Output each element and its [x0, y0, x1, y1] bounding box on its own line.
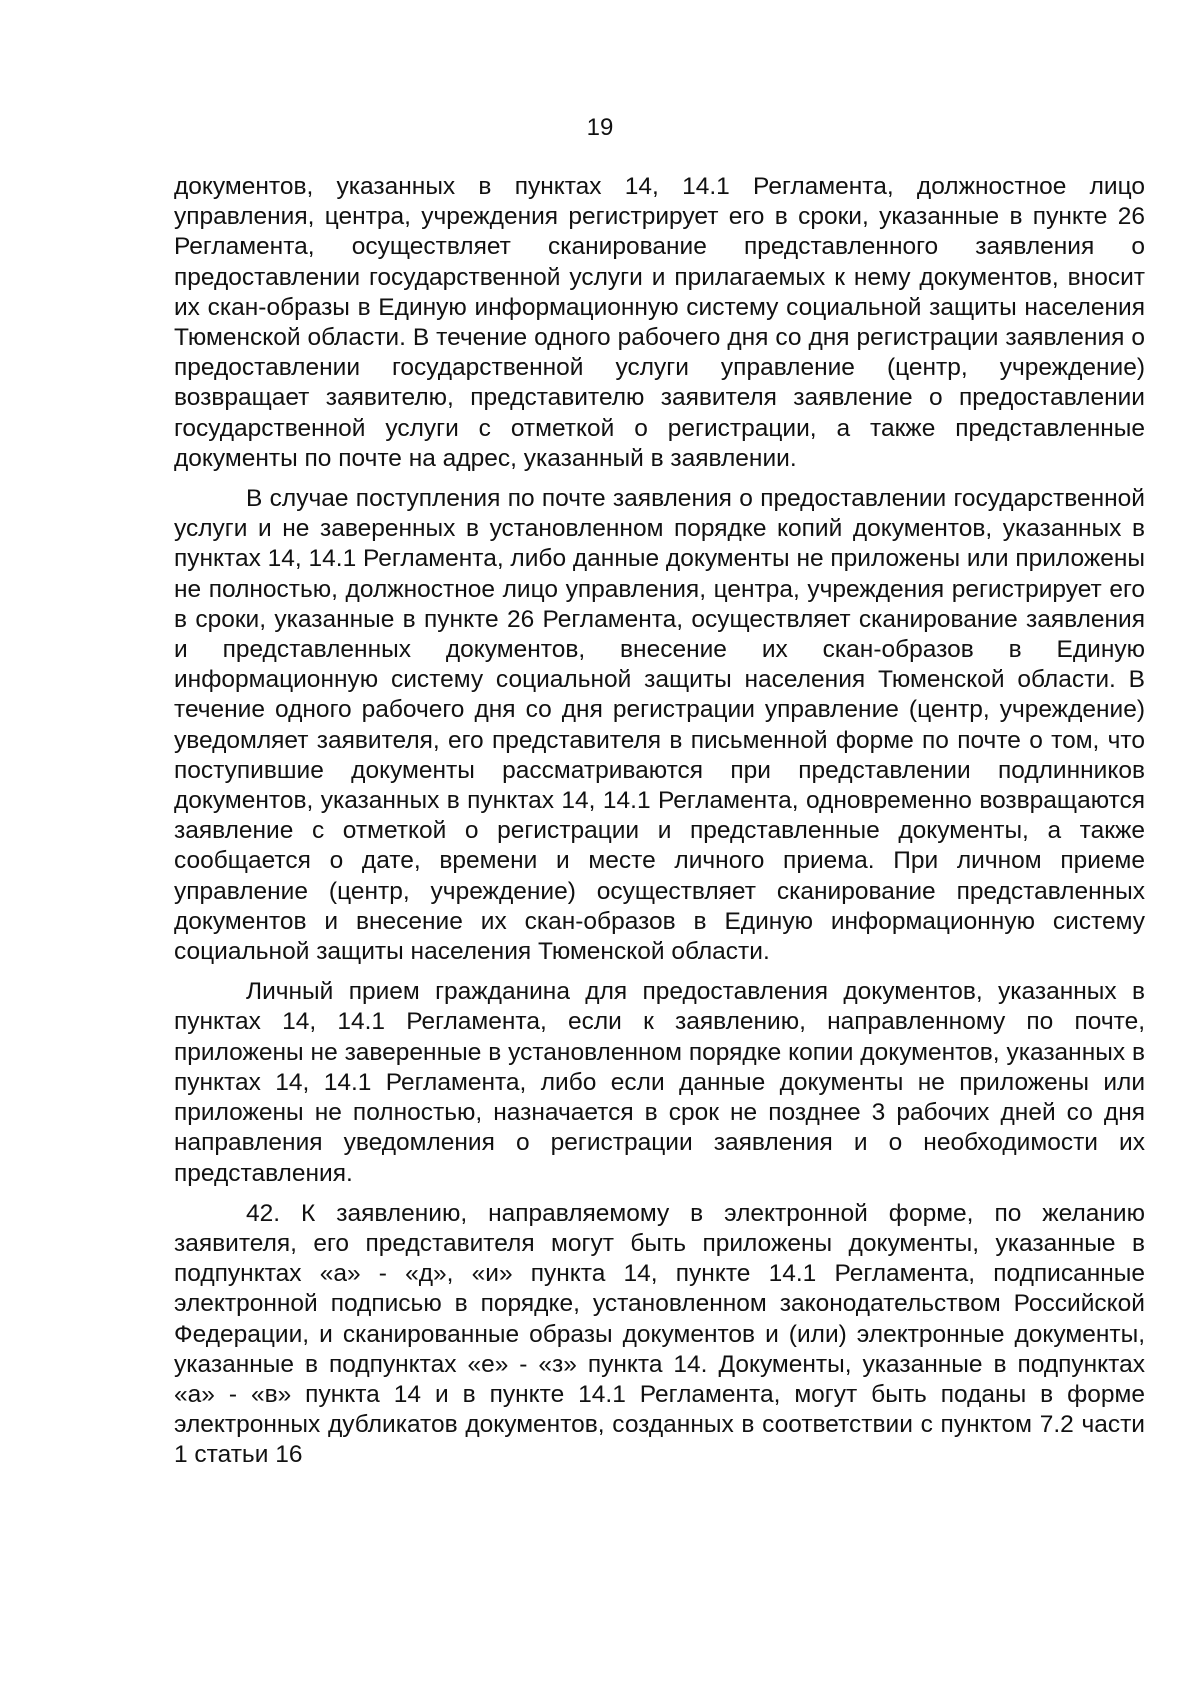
paragraph-postal-receipt: В случае поступления по почте заявления о предоставлении государственной услуги и не заверенных в установленном порядке копий документов, указанных в пунктах 14, 14.1 Регламента, либо данные документы не приложены или приложены не полностью, должностное лицо управления, центра, учреждения регистрирует его в сроки, указанные в пункте 26 Регламента, осуществляет сканирование заявления и представленных документов, внесение их скан-образов в Единую информационную систему социальной защиты населения Тюменской области. В течение одного рабочего дня со дня регистрации управление (центр, учреждение) уведомляет заявителя, его представителя в письменной форме по почте о том, что поступившие документы рассматриваются при представлении подлинников документов, указанных в пунктах 14, 14.1 Регламента, одновременно возвращаются заявление с отметкой о регистрации и представленные документы, а также сообщается о дате, времени и месте личного приема. При личном приеме управление (центр, учреждение) осуществляет сканирование представленных документов и внесение их скан-образов в Единую информационную систему социальной защиты населения Тюменской области.: [174, 485, 1145, 966]
paragraph-item-42: 42. К заявлению, направляемому в электронной форме, по желанию заявителя, его представителя могут быть приложены документы, указанные в подпунктах «а» - «д», «и» пункта 14, пункте 14.1 Регламента, подписанные электронной подписью в порядке, установленном законодательством Российской Федерации, и сканированные образы документов и (или) электронные документы, указанные в подпунктах «е» - «з» пункта 14. Документы, указанные в подпунктах «а» - «в» пункта 14 и в пункте 14.1 Регламента, могут быть поданы в форме электронных дубликатов документов, созданных в соответствии с пунктом 7.2 части 1 статьи 16: [174, 1199, 1145, 1469]
paragraph-personal-reception: Личный прием гражданина для предоставления документов, указанных в пунктах 14, 14.1 Регламента, если к заявлению, направленному по почте, приложены не заверенные в установленном порядке копии документов, указанных в пунктах 14, 14.1 Регламента, либо если данные документы не приложены или приложены не полностью, назначается в срок не позднее 3 рабочих дней со дня направления уведомления о регистрации заявления и о необходимости их представления.: [174, 978, 1145, 1187]
page-number: 19: [586, 114, 614, 141]
document-body: [174, 172, 1145, 1471]
paragraph-continuation: документов, указанных в пунктах 14, 14.1 Регламента, должностное лицо управления, центра, учреждения регистрирует его в сроки, указанные в пункте 26 Регламента, осуществляет сканирование представленного заявления о предоставлении государственной услуги и прилагаемых к нему документов, вносит их скан-образы в Единую информационную систему социальной защиты населения Тюменской области. В течение одного рабочего дня со дня регистрации заявления о предоставлении государственной услуги управление (центр, учреждение) возвращает заявителю, представителю заявителя заявление о предоставлении государственной услуги с отметкой о регистрации, а также представленные документы по почте на адрес, указанный в заявлении.: [174, 173, 1145, 472]
